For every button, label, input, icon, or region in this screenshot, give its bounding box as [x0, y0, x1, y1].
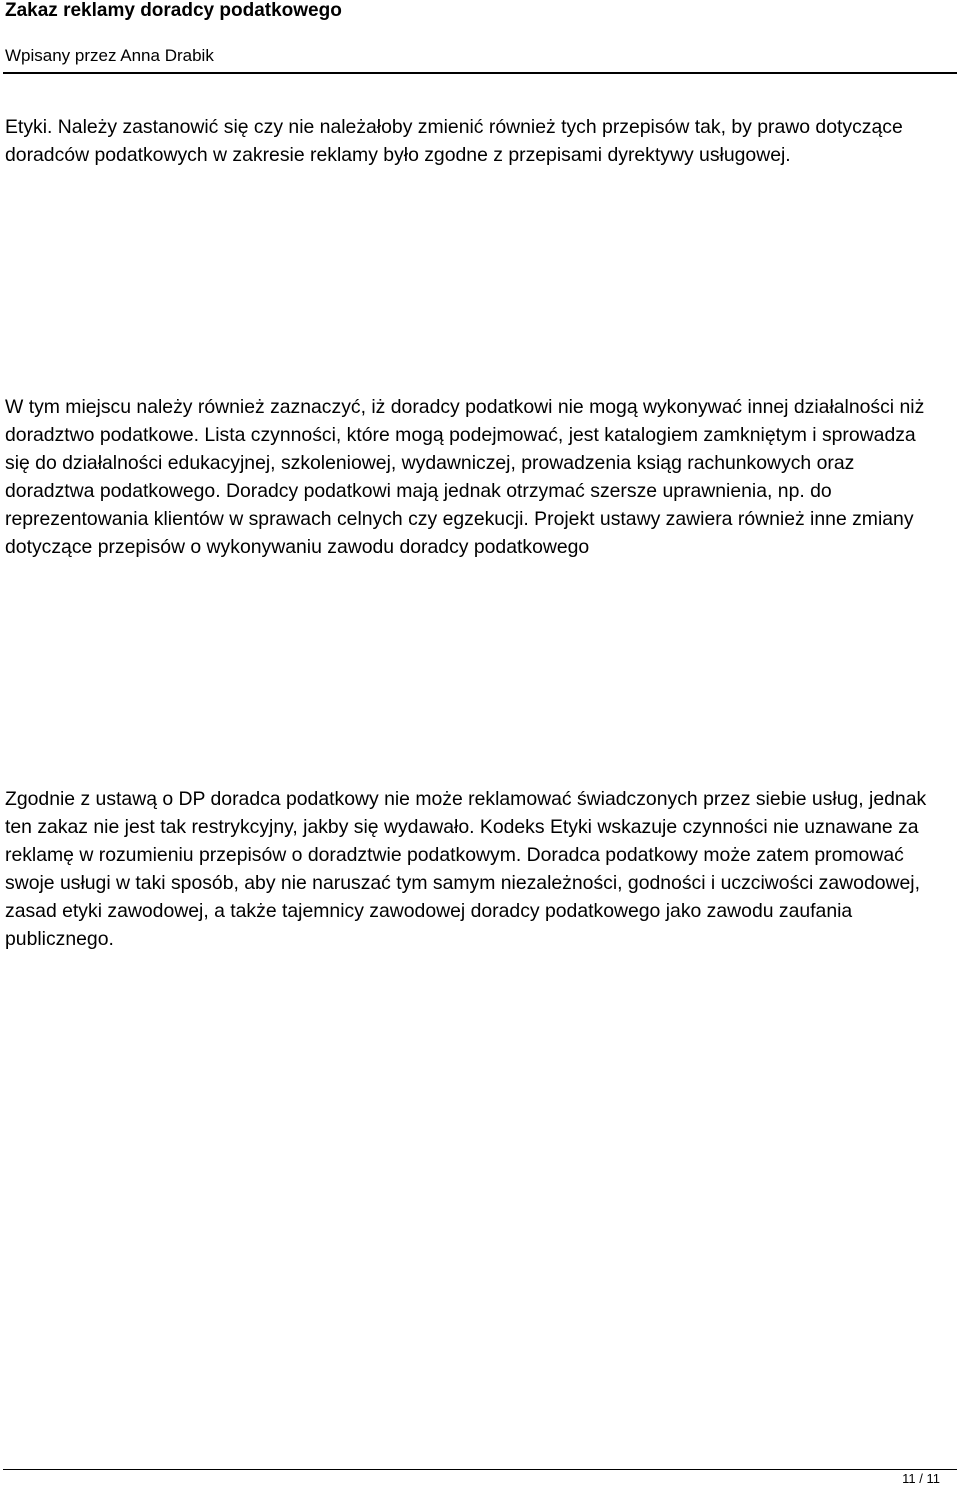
paragraph-3: Zgodnie z ustawą o DP doradca podatkowy nie może reklamować świadczonych przez siebie usług, jednak ten zakaz nie jest tak restrykcyjny, jakby się wydawało. Kodeks Etyki wskazuje czynności nie uznawane za reklamę w rozumieniu przepisów o doradztwie podatkowym. Doradca podatkowy może zatem promować swoje usługi w taki sposób, aby nie naruszać tym samym niezależności, godności i uczciwości zawodowej, zasad etyki zawodowej, a także tajemnicy zawodowej doradcy podatkowego jako zawodu zaufania publicznego.: [5, 788, 927, 950]
paragraph-1: Etyki. Należy zastanowić się czy nie należałoby zmienić również tych przepisów tak, by prawo dotyczące doradców podatkowych w zakresie reklamy było zgodne z przepisami dyrektywy usługowej.: [5, 116, 903, 166]
author-line: Wpisany przez Anna Drabik: [5, 46, 214, 65]
paragraph-2: W tym miejscu należy również zaznaczyć, iż doradcy podatkowi nie mogą wykonywać innej działalności niż doradztwo podatkowe. Lista czynności, które mogą podejmować, jest katalogiem zamkniętym i sprowadza się do działalności edukacyjnej, szkoleniowej, wydawniczej, prowadzenia ksiąg rachunkowych oraz doradztwa podatkowego. Doradcy podatkowi mają jednak otrzymać szersze uprawnienia, np. do reprezentowania klientów w sprawach celnych czy egzekucji. Projekt ustawy zawiera również inne zmiany dotyczące przepisów o wykonywaniu zawodu doradcy podatkowego: [5, 396, 925, 558]
footer-divider: [3, 1469, 957, 1470]
page-number: 11 / 11: [902, 1471, 940, 1486]
header-divider: [3, 72, 957, 74]
document-title: Zakaz reklamy doradcy podatkowego: [5, 0, 342, 21]
